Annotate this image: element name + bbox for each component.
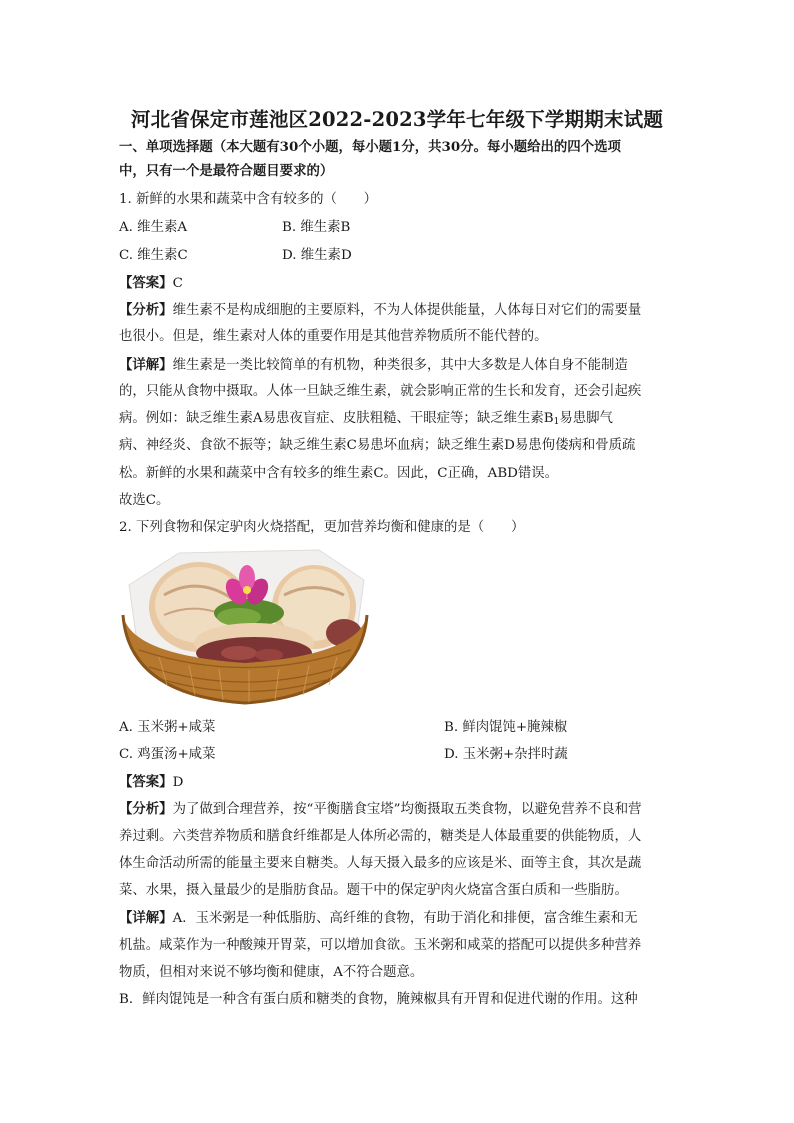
answer-value: D bbox=[172, 775, 184, 790]
question-2-option-c: C. 鸡蛋汤+咸菜 bbox=[119, 747, 216, 762]
analysis-tag: 【分析】 bbox=[119, 302, 173, 318]
question-1-option-b: B. 维生素B bbox=[282, 220, 351, 235]
question-2-answer bbox=[119, 773, 679, 792]
question-2-options-row-1 bbox=[119, 719, 679, 737]
detail-text: 维生素是一类比较简单的有机物，种类很多，其中大多数是人体自身不能制造 bbox=[172, 358, 628, 373]
question-1-detail-line-1 bbox=[119, 356, 679, 375]
question-1-answer bbox=[119, 274, 679, 293]
question-2-option-b: B. 鲜肉馄饨+腌辣椒 bbox=[444, 720, 568, 735]
question-2-detail-line-2: 机盐。咸菜作为一种酸辣开胃菜，可以增加食欲。玉米粥和咸菜的搭配可以提供多种营养 bbox=[119, 938, 642, 953]
question-1-analysis-line-1 bbox=[119, 301, 679, 320]
question-1-detail-line-3 bbox=[119, 410, 679, 431]
detail-text: 病。例如：缺乏维生素A易患夜盲症、皮肤粗糙、干眼症等；缺乏维生素B bbox=[119, 411, 554, 426]
analysis-tag: 【分析】 bbox=[119, 801, 173, 817]
section-heading-line-2: 中，只有一个是最符合题目要求的） bbox=[119, 163, 334, 179]
question-2-analysis-line-1 bbox=[119, 800, 679, 819]
detail-text: A．玉米粥是一种低脂肪、高纤维的食物，有助于消化和排便，富含维生素和无 bbox=[172, 911, 638, 926]
question-2-option-a: A. 玉米粥+咸菜 bbox=[119, 720, 216, 735]
question-1-detail-line-2: 的，只能从食物中摄取。人体一旦缺乏维生素，就会影响正常的生长和发育，还会引起疾 bbox=[119, 384, 642, 399]
section-heading-line-1: 一、单项选择题（本大题有30个小题，每小题1分，共30分。每小题给出的四个选项 bbox=[119, 139, 621, 155]
answer-value: C bbox=[172, 276, 183, 291]
question-1-detail-line-4: 病、神经炎、食欲不振等；缺乏维生素C易患坏血病；缺乏维生素D易患佝偻病和骨质疏 bbox=[119, 438, 636, 453]
question-2-analysis-line-2: 养过剩。六类营养物质和膳食纤维都是人体所必需的，糖类是人体最重要的供能物质，人 bbox=[119, 829, 642, 844]
subscript: 1 bbox=[553, 417, 560, 427]
detail-tag: 【详解】 bbox=[119, 910, 173, 926]
question-1-option-d: D. 维生素D bbox=[282, 248, 352, 263]
question-1-option-a: A. 维生素A bbox=[119, 220, 188, 235]
detail-tag: 【详解】 bbox=[119, 357, 173, 373]
page-title: 河北省保定市莲池区2022-2023学年七年级下学期期末试题 bbox=[130, 108, 664, 131]
question-2-options-row-2 bbox=[119, 746, 679, 764]
question-2-detail-line-1 bbox=[119, 909, 679, 928]
question-2-option-d: D. 玉米粥+杂拌时蔬 bbox=[444, 747, 568, 762]
question-1-stem: 1. 新鲜的水果和蔬菜中含有较多的（ ） bbox=[119, 192, 378, 207]
analysis-text: 维生素不是构成细胞的主要原料，不为人体提供能量，人体每日对它们的需要量 bbox=[172, 303, 642, 318]
question-1-options-row-1 bbox=[119, 219, 679, 237]
question-1-options-row-2 bbox=[119, 247, 679, 265]
analysis-text: 为了做到合理营养，按“平衡膳食宝塔”均衡摄取五类食物，以避免营养不良和营 bbox=[172, 802, 642, 817]
donkey-burger-basket-image bbox=[119, 545, 371, 710]
question-2-stem: 2. 下列食物和保定驴肉火烧搭配，更加营养均衡和健康的是（ ） bbox=[119, 520, 525, 535]
question-2-detail-line-4: B．鲜肉馄饨是一种含有蛋白质和糖类的食物，腌辣椒具有开胃和促进代谢的作用。这种 bbox=[119, 992, 638, 1007]
answer-tag: 【答案】 bbox=[119, 774, 173, 790]
detail-text: 易患脚气 bbox=[559, 411, 613, 426]
question-2-analysis-line-4: 菜、水果，摄入量最少的是脂肪食品。题干中的保定驴肉火烧富含蛋白质和一些脂肪。 bbox=[119, 883, 628, 898]
question-2-detail-line-3: 物质，但相对来说不够均衡和健康，A不符合题意。 bbox=[119, 965, 424, 980]
question-1-detail-line-5: 松。新鲜的水果和蔬菜中含有较多的维生素C。因此，C正确，ABD错误。 bbox=[119, 466, 559, 481]
question-1-conclusion: 故选C。 bbox=[119, 493, 170, 508]
question-1-analysis-line-2: 也很小。但是，维生素对人体的重要作用是其他营养物质所不能代替的。 bbox=[119, 329, 548, 344]
question-2-analysis-line-3: 体生命活动所需的能量主要来自糖类。人每天摄入最多的应该是米、面等主食，其次是蔬 bbox=[119, 856, 642, 871]
question-1-option-c: C. 维生素C bbox=[119, 248, 188, 263]
answer-tag: 【答案】 bbox=[119, 275, 173, 291]
